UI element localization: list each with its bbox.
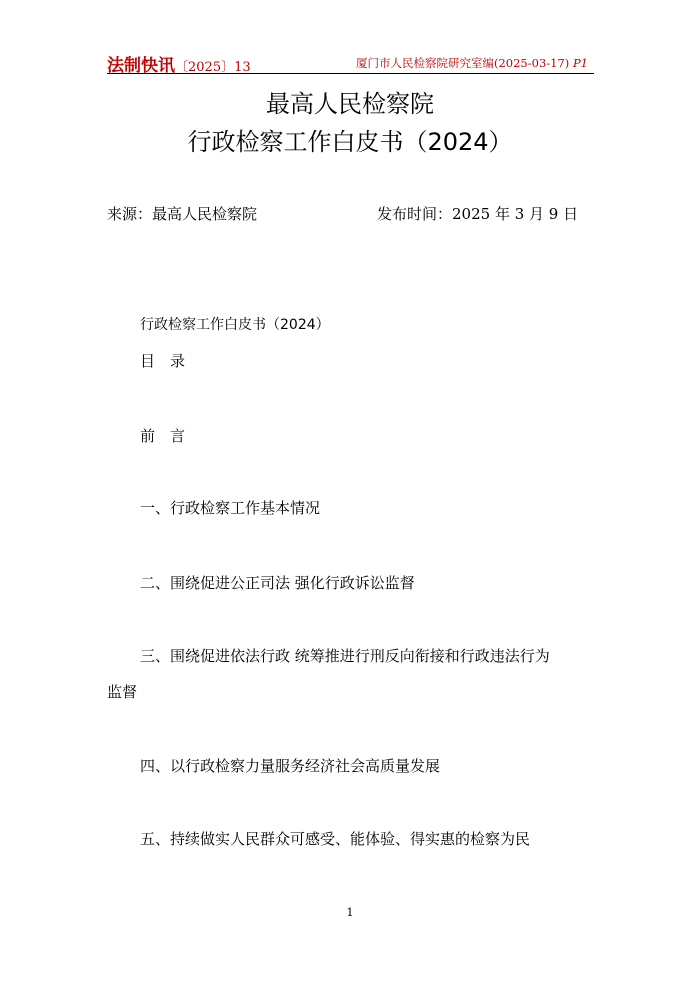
header-divider <box>107 73 594 74</box>
body-document-name: 行政检察工作白皮书（2024） <box>140 317 330 333</box>
toc-item-3-continued: 监督 <box>107 683 138 701</box>
newsletter-brand: 法制快讯 <box>107 56 175 76</box>
toc-item-2: 二、围绕促进公正司法 强化行政诉讼监督 <box>140 574 415 592</box>
publish-date: 发布时间：2025 年 3 月 9 日 <box>377 205 579 223</box>
toc-heading: 目 录 <box>140 352 186 370</box>
header-page-label: P1 <box>572 56 588 70</box>
document-title-line-1: 最高人民检察院 <box>266 90 434 118</box>
toc-item-3: 三、围绕促进依法行政 统筹推进行刑反向衔接和行政违法行为 <box>140 647 550 665</box>
toc-preface: 前 言 <box>140 427 186 445</box>
toc-item-5: 五、持续做实人民群众可感受、能体验、得实惠的检察为民 <box>140 830 531 848</box>
page-number: 1 <box>346 906 354 919</box>
document-title-line-2: 行政检察工作白皮书（2024） <box>187 128 513 156</box>
issue-number: 〔2025〕13 <box>175 60 251 75</box>
editor-line: 厦门市人民检察院研究室编(2025-03-17) <box>356 56 570 70</box>
editor-info <box>356 55 588 71</box>
toc-item-1: 一、行政检察工作基本情况 <box>140 499 321 517</box>
toc-item-4: 四、以行政检察力量服务经济社会高质量发展 <box>140 757 441 775</box>
source-line: 来源：最高人民检察院 <box>107 205 258 223</box>
